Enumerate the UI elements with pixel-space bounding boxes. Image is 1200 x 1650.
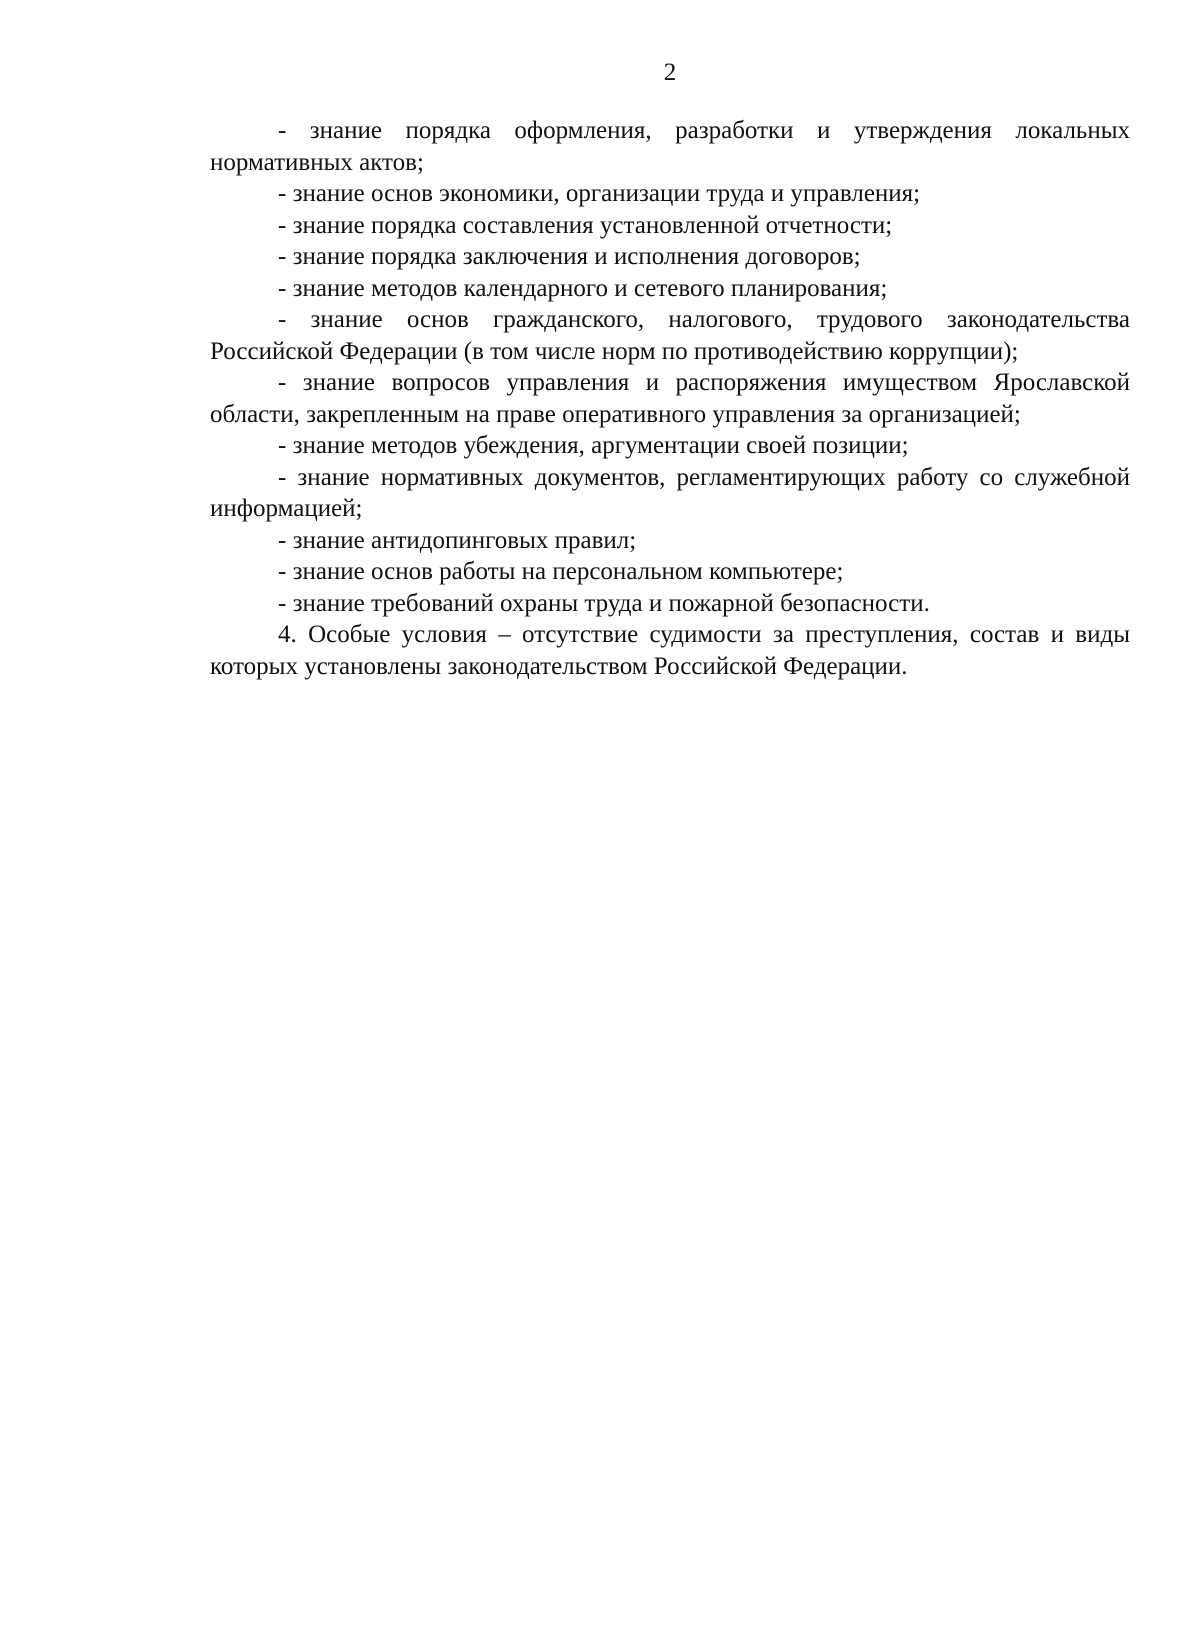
page-number: 2 [663, 59, 677, 86]
paragraph-economics: - знание основ экономики, организации труда и управления; [278, 180, 921, 207]
paragraph-antidoping: - знание антидопинговых правил; [278, 526, 637, 554]
paragraph-legislation: - знание основ гражданского, налогового, трудового законодательства Российской Федерации (в том числе норм по противодействию коррупции); [210, 306, 1130, 365]
document-body [210, 115, 1130, 682]
paragraph-official-information: - знание нормативных документов, регламентирующих работу со служебной информацией; [210, 463, 1130, 522]
paragraph-planning-methods: - знание методов календарного и сетевого планирования; [278, 274, 888, 302]
paragraph-contracts: - знание порядка заключения и исполнения договоров; [278, 243, 861, 270]
paragraph-safety: - знание требований охраны труда и пожарной безопасности. [278, 589, 930, 617]
paragraph-local-acts: - знание порядка оформления, разработки и утверждения локальных нормативных актов; [210, 117, 1130, 176]
paragraph-property-management: - знание вопросов управления и распоряжения имуществом Ярославской области, закрепленным на праве оперативного управления за организацией; [210, 369, 1130, 428]
paragraph-computer: - знание основ работы на персональном компьютере; [278, 558, 844, 585]
paragraph-reporting: - знание порядка составления установленной отчетности; [278, 211, 893, 239]
paragraph-persuasion: - знание методов убеждения, аргументации своей позиции; [278, 432, 909, 459]
paragraph-special-conditions: 4. Особые условия – отсутствие судимости за преступления, состав и виды которых установлены законодательством Российской Федерации. [210, 621, 1130, 680]
